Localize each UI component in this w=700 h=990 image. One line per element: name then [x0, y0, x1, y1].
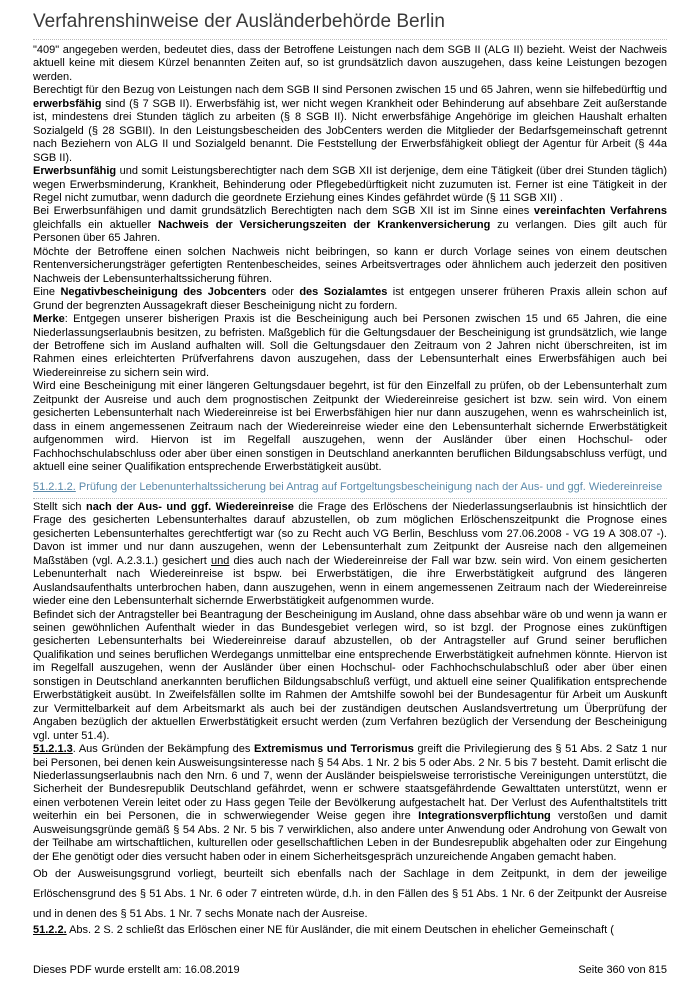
- section-heading-51-2-1-2: 51.2.1.2. Prüfung der Lebenunterhaltssicherung bei Antrag auf Fortgeltungsbescheinigung nach der Aus- und ggf. Wiedereinreise: [33, 480, 663, 493]
- footer-page-number: Seite 360 von 815: [578, 964, 667, 976]
- paragraph-sgb-ii: Berechtigt für den Bezug von Leistungen nach dem SGB II sind Personen zwischen 15 und 65 Jahren, wenn sie hilfebedürftig und erwerbsfähig sind (§ 7 SGB II). Erwerbsfähig ist, wer nicht wegen Krankheit oder Behinderung auf absehbare Zeit außerstande ist, mindestens drei Stunden täglich zu arbeiten (§ 8 SGB II). Nicht erwerbsfähige Angehörige im gleichen Haushalt erhalten Sozialgeld (§ 28 SGBII). In den Leistungsbescheiden des JobCenters werden die Mitglieder der Bedarfsgemeinschaft getrennt nach Beziehern von ALG II und Sozialgeld benannt. Die Feststellung der Erwerbsfähigkeit obliegt der Agentur für Arbeit (§ 44a SGB II).: [33, 84, 667, 164]
- paragraph-merke: Merke: Entgegen unserer bisherigen Praxis ist die Bescheinigung auch bei Personen zwischen 15 und 65 Jahren, die eine Niederlassungserlaubnis besitzen, zu befristen. Maßgeblich für die Geltungsdauer der Bescheinigung ist grundsätzlich, wie lange der Betroffene sich im Ausland aufhalten will. Soll die Geltungsdauer den Zeitraum von 2 Jahren nicht überschreiten, ist im Rahmen eines erleichterten Prüfverfahrens davon auszugehen, dass der Lebensunterhalt eines Erwerbsfähigen auch bei Wiedereinreise zu sichern sein wird.: [33, 313, 667, 379]
- paragraph-nachweis: Möchte der Betroffene einen solchen Nachweis nicht beibringen, so kann er durch Vorlage seines von einem deutschen Rentenversicherungsträger gefertigten Rentenbescheides, seines Arbeitsvertrages oder ähnlichem auch jederzeit den positiven Nachweis der Lebensunterhaltssicherung führen.: [33, 245, 667, 285]
- paragraph-ausland: Befindet sich der Antragsteller bei Beantragung der Bescheinigung im Ausland, ohne dass absehbar wäre ob und wenn ja wann er seinen gewöhnlichen Aufenthalt wieder in das Bundesgebiet verlegen wird, so ist bzgl. der Prognose eines zukünftigen gesicherten Lebensunterhalts bei Wiedereinreise darauf abzustellen, ob der Antragsteller auf Grund seiner beruflichen Qualifikation und seines beruflichen Werdegangs unmittelbar eine entsprechende Erwerbstätigkeit aufnehmen könnte. Hiervon ist im Regelfall auszugehen, wenn der Ausländer über einen Hochschul- oder Fachhochschulabschluß oder aber über einen sonstigen in Deutschland anerkannten beruflichen Bildungsabschluß verfügt, und aktuell eine seiner Qualifikation entsprechende Erwerbstätigkeit ausübt. In Zweifelsfällen sollte im Rahmen der Amtshilfe sowohl bei der Bundesagentur für Arbeit um Auskunft zur Vermittelbarkeit auf dem Arbeitsmarkt als auch bei der zuständigen deutschen Auslandsvertretung um Überprüfung der Angaben bezüglich der aktuellen Erwerbstätigkeit ersucht werden (zum Verfahren bezüglich der Versendung der Bescheinigung vgl. unter 51.4).: [33, 608, 667, 742]
- section-number-link[interactable]: 51.2.1.2.: [33, 480, 76, 493]
- paragraph-erwerbsunfaehig: Erwerbsunfähig und somit Leistungsberechtigter nach dem SGB XII ist derjenige, dem eine Tätigkeit (über drei Stunden täglich) wegen Erwerbsminderung, Krankheit, Behinderung oder Pflegebedürftigkeit nicht zuzumuten ist. Ferner ist eine Tätigkeit in der Regel nicht zumutbar, wenn dadurch die geordnete Erziehung eines Kindes gefährdet würde (§ 11 SGB XII) .: [33, 165, 667, 204]
- page-footer: [33, 964, 667, 976]
- paragraph-51-2-1-3: 51.2.1.3. Aus Gründen der Bekämpfung des Extremismus und Terrorismus greift die Privilegierung des § 51 Abs. 2 Satz 1 nur bei Personen, bei denen kein Ausweisungsinteresse nach § 54 Abs. 1 Nr. 2 bis 5 oder Abs. 2 Nr. 5 bis 7 besteht. Damit erlischt die Niederlassungserlaubnis nach den Nrn. 6 und 7, wenn der Ausländer beispielsweise terroristische Vereinigungen unterstützt, die Sicherheit der Bundesrepublik Deutschland gefährdet, wenn er schwere staatsgefährdende Gewalttaten unterstützt, wenn er einen verbotenen Verein leitet oder zu Hass gegen Teile der Bevölkerung aufgestachelt hat. Der Verlust des Aufenthaltstitels tritt weiterhin ein bei Personen, die in schwerwiegender Weise gegen ihre Integrationsverpflichtung verstoßen und damit Ausweisungsgründe gemäß § 54 Abs. 2 Nr. 5 bis 7 verwirklichen, also andere unter Anwendung oder Androhung von Gewalt von der Teilhabe am wirtschaftlichen, kulturellen oder gesellschaftlichen Leben in der Bundesrepublik abgehalten oder zur Eingehung der Ehe genötigt oder dies versucht haben oder in einem Sicherheitsgespräch unzureichende Angaben gemacht haben.: [33, 743, 667, 863]
- paragraph-negativbescheinigung: Eine Negativbescheinigung des Jobcenters oder des Sozialamtes ist entgegen unserer früheren Praxis allein schon auf Grund der begrenzten Aussagekraft dieser Bescheinigung nicht zu fordern.: [33, 286, 667, 312]
- paragraph-ausweisungsgrund: Ob der Ausweisungsgrund vorliegt, beurteilt sich ebenfalls nach der Sachlage in dem Zeitpunkt, in dem der jeweilige Erlöschensgrund des § 51 Abs. 1 Nr. 6 oder 7 eintreten würde, d.h. in den Fällen des § 51 Abs. 1 Nr. 6 der Zeitpunkt der Ausreise und in denen des § 51 Abs. 1 Nr. 7 sechs Monate nach der Ausreise.: [33, 868, 667, 921]
- document-body: [33, 44, 667, 938]
- footer-created-date: Dieses PDF wurde erstellt am: 16.08.2019: [33, 964, 240, 976]
- paragraph-wiedereinreise: Stellt sich nach der Aus- und ggf. Wiedereinreise die Frage des Erlöschens der Niederlassungserlaubnis ist hinsichtlich der Frage des gesicherten Lebensunterhaltes darauf abzustellen, ob zum möglichen Erlöschenszeitpunkt die Prognose eines gesicherten Lebensunterhaltes gerechtfertigt war (so zu Recht auch VG Berlin, Beschluss vom 27.06.2008 - VG 19 A 308.07 -). Davon ist immer und nur dann auszugehen, wenn der Lebensunterhalt zum Zeitpunkt der Ausreise nach den allgemeinen Maßstäben (vgl. A.2.3.1.) gesichert und dies auch nach der Wiedereinreise der Fall war bzw. sein wird. Von einem gesicherten Lebenunterhalt nach Wiedereinreise ist bspw. bei Erwerbstätigen, die ihre Erwerbstätigkeit aufgrund des längeren Auslandsaufenthalts unterbrochen haben, dann auszugehen, wenn in einem angemessenen Zeitraum nach der Wiedereinreise wieder eine den Lebensunterhalt sichernde Erwerbstätigkeit aufgenommen wurde.: [33, 500, 668, 608]
- paragraph-laengere-geltungsdauer: Wird eine Bescheinigung mit einer längeren Geltungsdauer begehrt, ist für den Einzelfall zu prüfen, ob der Lebensunterhalt zum Zeitpunkt der Ausreise und auch dem prognostischen Zeitpunkt der Wiedereinreise gesichert ist bzw. sein wird. Von einem gesicherten Lebensunterhalt nach Wiedereinreise ist bei Erwerbsfähigen hier nur dann auszugehen, wenn es wahrscheinlich ist, dass in einem angemessenen Zeitraum nach der Wiedereinreise wieder eine den Lebensunterhalt sichernde Erwerbstätigkeit aufgenommen wird. Hiervon ist im Regelfall auszugehen, wenn der Ausländer über einen Hochschul- oder Fachhochschulabschluss oder aber über einen sonstigen in Deutschland anerkannten beruflichen Bildungsabschluss verfügt, und aktuell eine seiner Qualifikation entsprechende Erwerbstätigkeit ausübt.: [33, 380, 667, 474]
- paragraph-vereinfachtes-verfahren: Bei Erwerbsunfähigen und damit grundsätzlich Berechtigten nach dem SGB XII ist im Sinne eines vereinfachten Verfahrens gleichfalls ein aktueller Nachweis der Versicherungszeiten der Krankenversicherung zu verlangen. Dies gilt auch für Personen über 65 Jahren.: [33, 205, 667, 245]
- page-title: Verfahrenshinweise der Ausländerbehörde Berlin: [33, 0, 667, 40]
- section-divider: [33, 498, 667, 499]
- paragraph-409: "409" angegeben werden, bedeutet dies, dass der Betroffene Leistungen nach dem SGB II (ALG II) bezieht. Weist der Nachweis aktuell keine mit diesem Kürzel benannten Zeiten auf, so ist grundsätzlich davon auszugehen, dass keine Leistungen bezogen werden.: [33, 44, 667, 83]
- paragraph-51-2-2: 51.2.2. Abs. 2 S. 2 schließt das Erlöschen einer NE für Ausländer, die mit einem Deutschen in ehelicher Gemeinschaft (: [33, 924, 614, 937]
